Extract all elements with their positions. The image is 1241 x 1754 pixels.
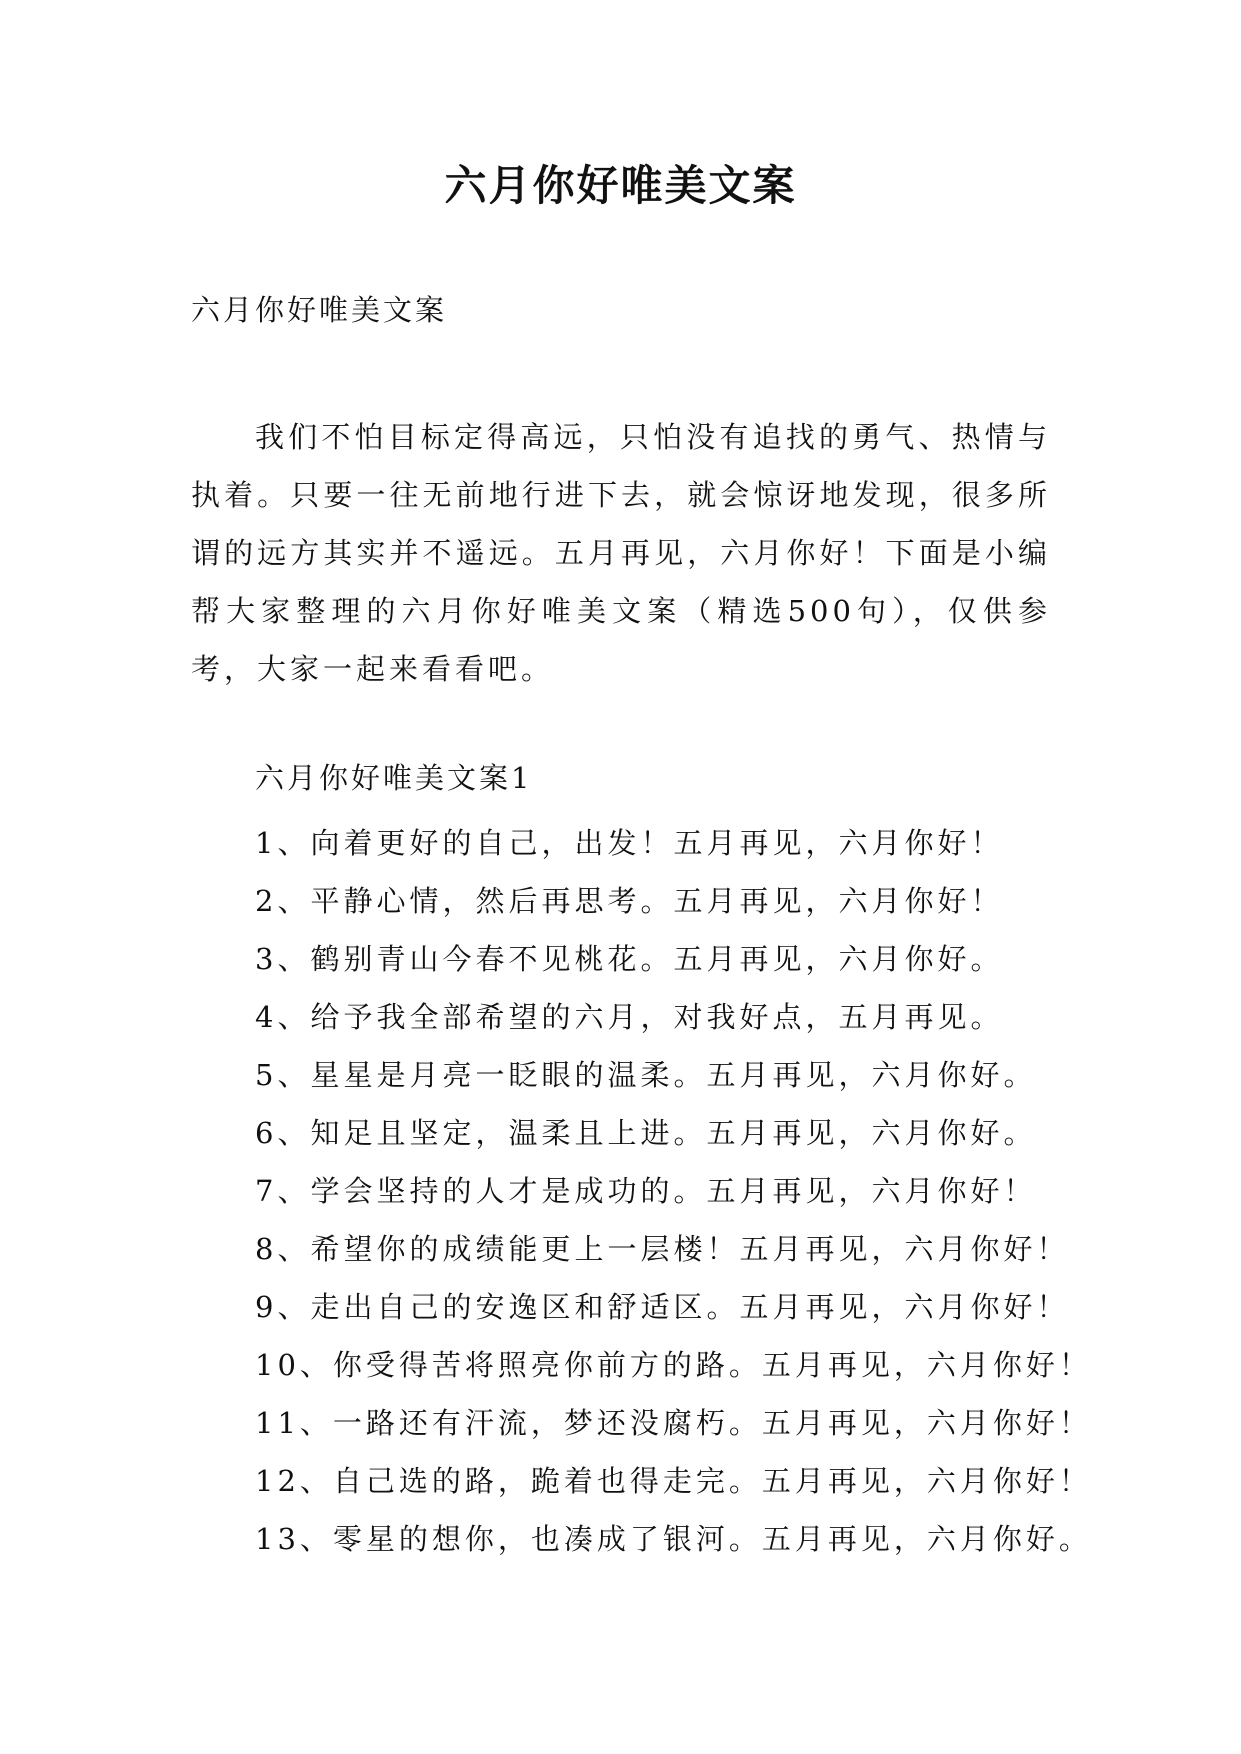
list-item: 7、学会坚持的人才是成功的。五月再见，六月你好！ [255, 1174, 1037, 1208]
intro-paragraph: 我们不怕目标定得高远，只怕没有追找的勇气、热情与执着。只要一往无前地行进下去，就会惊讶地发现，很多所谓的远方其实并不遥远。五月再见，六月你好！下面是小编帮大家整理的六月你好唯美文案（精选500句），仅供参考，大家一起来看看吧。 [191, 420, 1051, 686]
list-item: 5、星星是月亮一眨眼的温柔。五月再见，六月你好。 [255, 1058, 1037, 1092]
list-item: 13、零星的想你，也凑成了银河。五月再见，六月你好。 [255, 1522, 1092, 1556]
section-heading: 六月你好唯美文案1 [255, 761, 533, 795]
document-subtitle: 六月你好唯美文案 [191, 293, 448, 327]
list-item: 11、一路还有汗流，梦还没腐朽。五月再见，六月你好！ [255, 1406, 1092, 1440]
list-item: 9、走出自己的安逸区和舒适区。五月再见，六月你好！ [255, 1290, 1070, 1324]
list-item: 10、你受得苦将照亮你前方的路。五月再见，六月你好！ [255, 1348, 1092, 1382]
list-item: 6、知足且坚定，温柔且上进。五月再见，六月你好。 [255, 1116, 1037, 1150]
list-item: 1、向着更好的自己，出发！五月再见，六月你好！ [255, 826, 1004, 860]
document-title: 六月你好唯美文案 [444, 161, 797, 210]
list-item: 2、平静心情，然后再思考。五月再见，六月你好！ [255, 884, 1004, 918]
quote-list [255, 814, 1092, 1568]
list-item: 8、希望你的成绩能更上一层楼！五月再见，六月你好！ [255, 1232, 1070, 1266]
list-item: 4、给予我全部希望的六月，对我好点，五月再见。 [255, 1000, 1004, 1034]
list-item: 12、自己选的路，跪着也得走完。五月再见，六月你好！ [255, 1464, 1092, 1498]
list-item: 3、鹤别青山今春不见桃花。五月再见，六月你好。 [255, 942, 1004, 976]
